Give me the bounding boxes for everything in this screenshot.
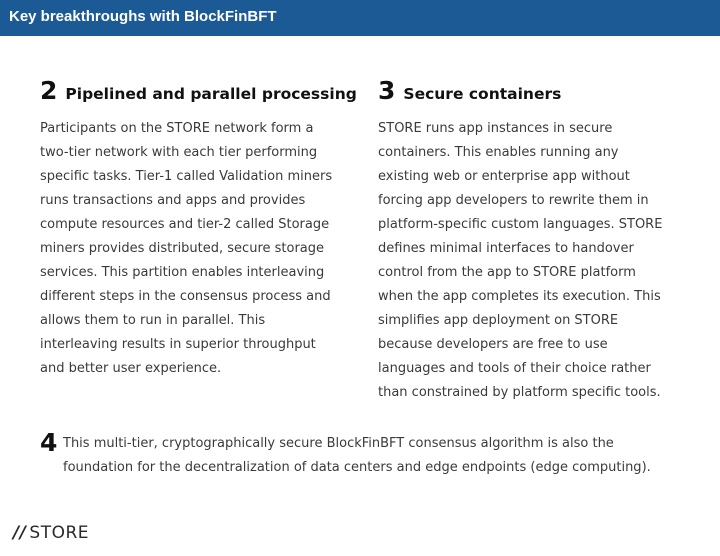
body-line: containers. This enables running any — [378, 145, 619, 160]
section-2-title: Pipelined and parallel processing — [65, 85, 357, 103]
header-bar — [0, 0, 720, 36]
body-line: two-tier network with each tier performing — [40, 145, 318, 160]
section-2-heading — [40, 76, 370, 106]
logo-slashes: // — [13, 523, 27, 543]
page-title: Key breakthroughs with BlockFinBFT — [9, 8, 277, 25]
body-line: defines minimal interfaces to handover — [378, 241, 634, 256]
body-line: This multi-tier, cryptographically secure BlockFinBFT consensus algorithm is also the — [63, 436, 614, 451]
body-line: and better user experience. — [40, 361, 222, 376]
body-line: compute resources and tier-2 called Storage — [40, 217, 330, 232]
body-line: miners provides distributed, secure storage — [40, 241, 325, 256]
body-line: forcing app developers to rewrite them in — [378, 193, 649, 208]
body-line: platform-specific custom languages. STORE — [378, 217, 663, 232]
body-line: when the app completes its execution. This — [378, 289, 661, 304]
store-logo — [13, 523, 89, 543]
section-3-number: 3 — [378, 76, 396, 105]
body-line: because developers are free to use — [378, 337, 608, 352]
body-line: specific tasks. Tier-1 called Validation miners — [40, 169, 333, 184]
body-line: runs transactions and apps and provides — [40, 193, 306, 208]
section-2-body — [40, 117, 370, 381]
body-line: STORE runs app instances in secure — [378, 121, 613, 136]
body-line: foundation for the decentralization of data centers and edge endpoints (edge computing). — [63, 460, 651, 475]
section-3-body — [378, 117, 698, 405]
body-line: different steps in the consensus process and — [40, 289, 331, 304]
body-line: existing web or enterprise app without — [378, 169, 630, 184]
body-line: simplifies app deployment on STORE — [378, 313, 619, 328]
section-3-heading — [378, 76, 698, 106]
body-line: languages and tools of their choice rather — [378, 361, 651, 376]
section-3-title: Secure containers — [403, 85, 562, 103]
body-line: than constrained by platform specific tools. — [378, 385, 661, 400]
body-line: services. This partition enables interleaving — [40, 265, 325, 280]
body-line: Participants on the STORE network form a — [40, 121, 314, 136]
section-2-number: 2 — [40, 76, 58, 105]
section-2 — [40, 76, 370, 381]
body-line: control from the app to STORE platform — [378, 265, 636, 280]
body-line: interleaving results in superior throughput — [40, 337, 316, 352]
logo-text: STORE — [29, 523, 90, 543]
section-4-number: 4 — [40, 428, 58, 457]
section-4-body — [63, 432, 651, 480]
body-line: allows them to run in parallel. This — [40, 313, 266, 328]
section-3 — [378, 76, 698, 405]
